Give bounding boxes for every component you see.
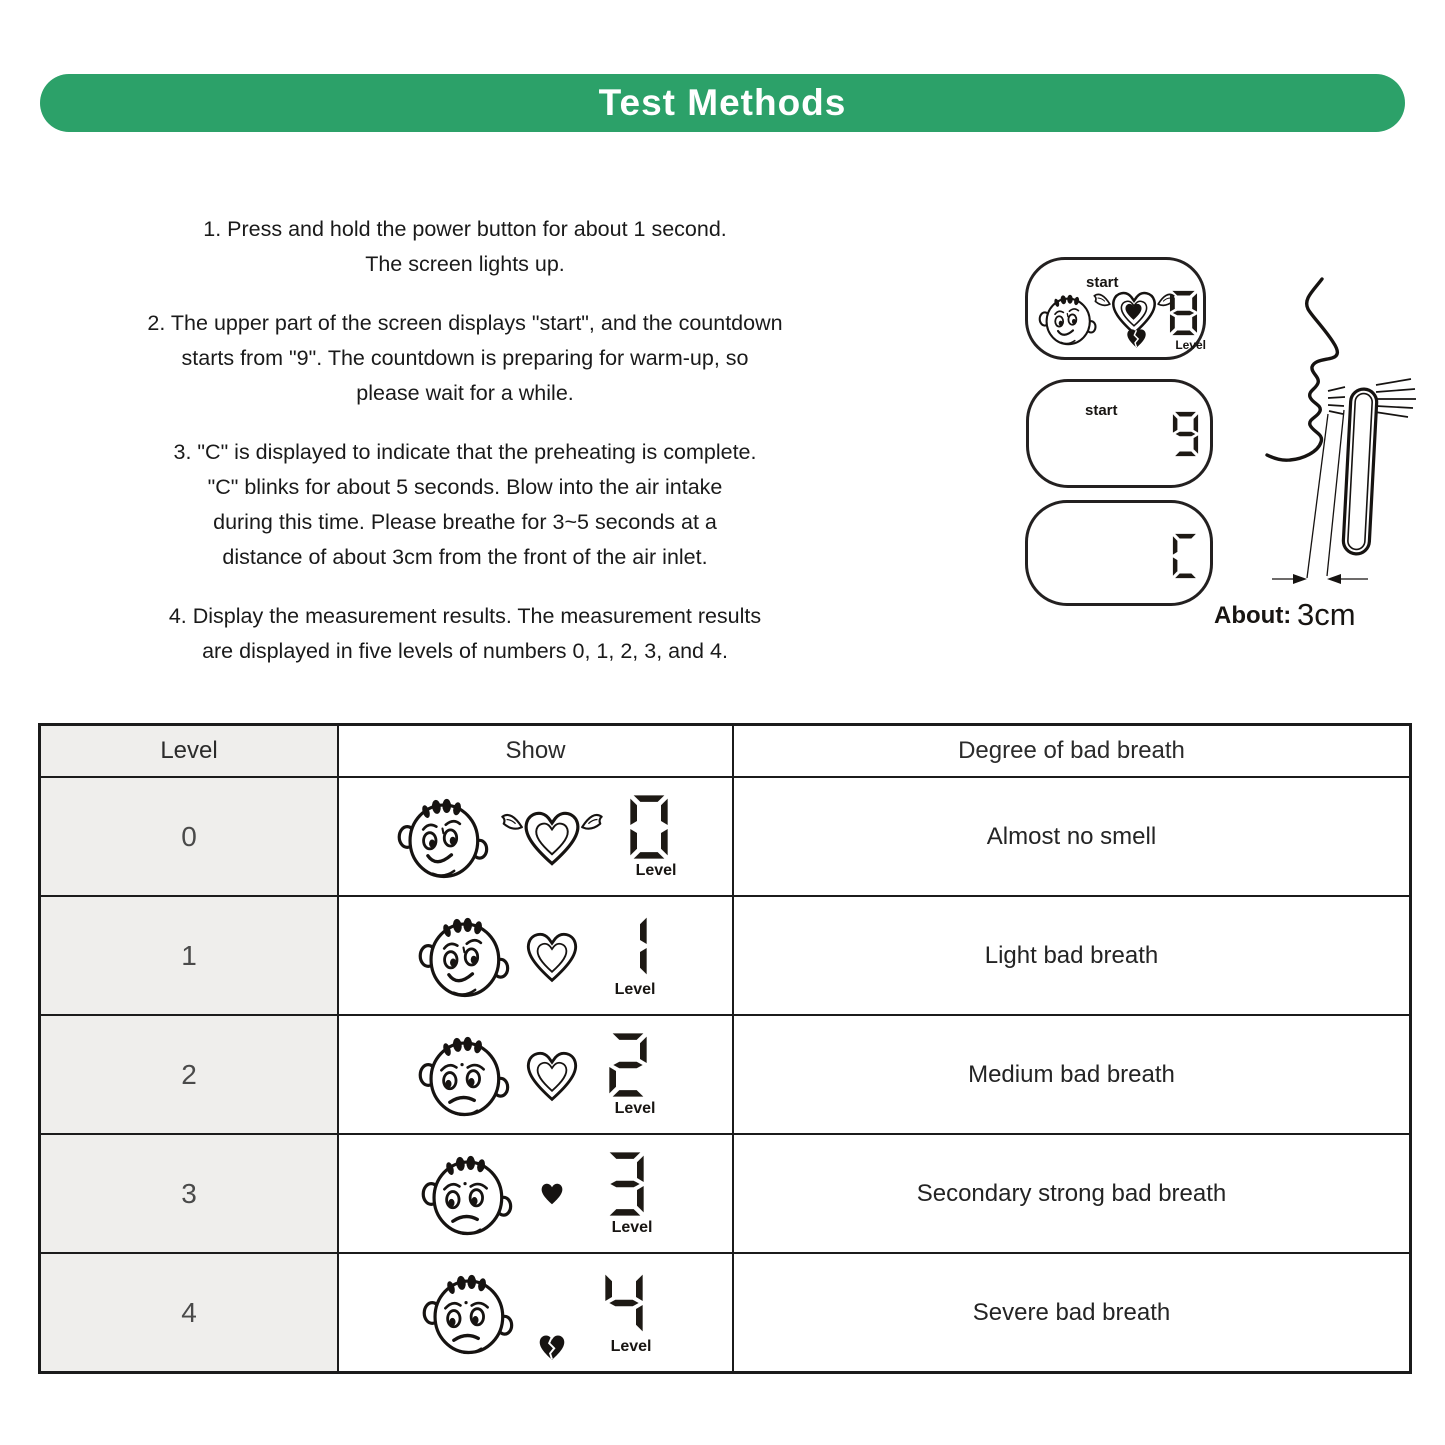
broken-heart-icon [1123,326,1150,350]
degree-text: Secondary strong bad breath [733,1134,1411,1253]
heart-icon [520,922,584,990]
degree-text: Medium bad breath [733,1015,1411,1134]
levels-table [38,723,1412,1374]
level-label: Level [610,1337,652,1355]
start-label: start [1086,274,1119,291]
lcd-screen-ready [1025,500,1213,606]
lcd-readout [339,778,732,895]
heart-icon [537,1180,567,1207]
level-value: 2 [40,1015,339,1134]
table-header-row [40,725,1411,778]
lcd-digit-c [1172,533,1199,579]
lcd-screen-countdown [1026,379,1213,488]
face-icon [420,1266,514,1360]
face-icon [419,1147,513,1241]
lcd-readout [339,1254,732,1371]
header-show: Show [338,725,733,778]
page-title: Test Methods [598,82,847,123]
lcd-readout [339,1135,732,1252]
distance-value: 3cm [1297,597,1356,632]
solid-heart-icon [1122,301,1145,322]
table-row [40,777,1411,896]
instruction-step-4: 4. Display the measurement results. The measurement results are displayed in five levels of numbers 0, 1, 2, 3, and 4. [168,604,762,663]
instructions-list [112,212,818,693]
degree-text: Severe bad breath [733,1253,1411,1373]
level-label: Level [614,1099,656,1117]
face-profile-line [1267,279,1337,460]
section-banner [40,74,1405,132]
blow-distance-illustration [1200,252,1445,652]
lcd-digit [605,1151,645,1217]
level-value: 1 [40,896,339,1015]
level-label: Level [1175,338,1206,352]
face-icon [395,790,489,884]
heart-icon [520,1041,584,1109]
level-label: Level [611,1218,653,1236]
lcd-readout [339,897,732,1014]
lcd-readout [339,1016,732,1133]
level-value: 4 [40,1253,339,1373]
instruction-step-2: 2. The upper part of the screen displays "start", and the countdown starts from "9". The countdown is preparing for warm-up, so please wait for a while. [147,311,783,405]
level-value: 3 [40,1134,339,1253]
lcd-digit-8 [1169,290,1198,336]
lcd-digit [608,1032,648,1098]
table-row [40,1253,1411,1373]
level-label: Level [614,980,656,998]
lcd-digit [604,1270,644,1336]
face-icon [416,909,510,1003]
table-row [40,896,1411,1015]
arrow-right-icon [1293,574,1307,584]
about-label: About: [1214,602,1292,629]
table-row [40,1134,1411,1253]
heart-icon [534,1331,570,1363]
lcd-digit-9 [1172,411,1199,457]
happy-face-icon [1037,288,1097,350]
lcd-digit [608,913,648,979]
table-row [40,1015,1411,1134]
instruction-step-1: 1. Press and hold the power button for about 1 second. The screen lights up. [203,217,727,276]
tester-device [1343,388,1378,554]
instruction-step-3: 3. "C" is displayed to indicate that the preheating is complete. "C" blinks for about 5 seconds. Blow into the air intake during this time. Please breathe for 3~5 seconds at a distance of about 3cm from the front of the air inlet. [173,440,757,569]
degree-text: Light bad breath [733,896,1411,1015]
header-level: Level [40,725,339,778]
degree-text: Almost no smell [733,777,1411,896]
lcd-screen-full [1025,257,1206,360]
lcd-digit [629,794,669,860]
level-label: Level [635,861,677,879]
heart-icon [499,802,605,872]
header-degree: Degree of bad breath [733,725,1411,778]
level-value: 0 [40,777,339,896]
arrow-left-icon [1327,574,1341,584]
face-icon [416,1028,510,1122]
start-label: start [1085,402,1118,419]
